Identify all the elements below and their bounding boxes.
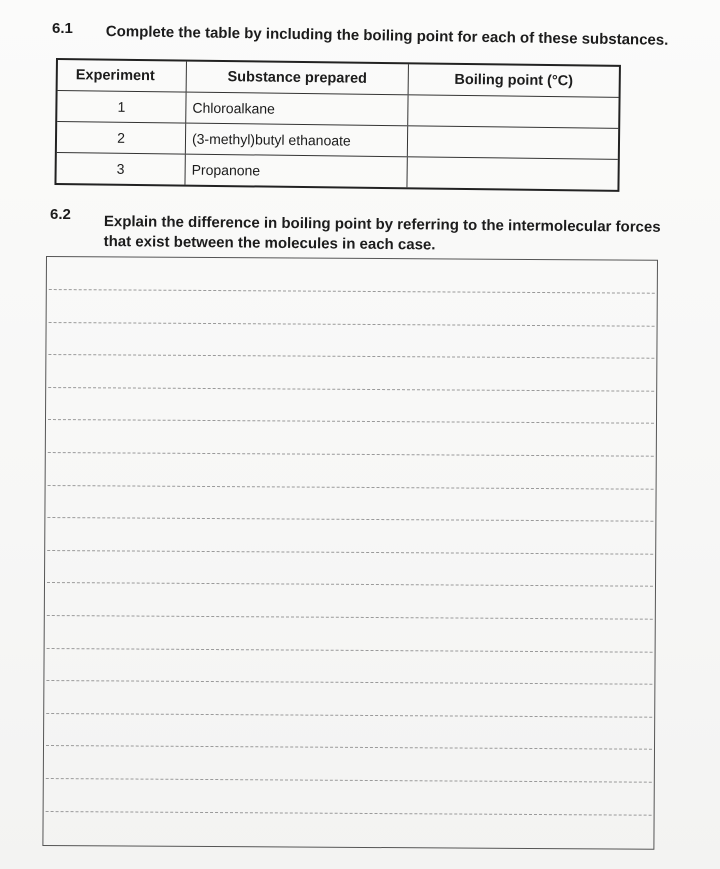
experiment-number: 1 — [117, 98, 126, 115]
answer-line — [46, 680, 652, 685]
boiling-point-table — [54, 58, 621, 192]
substance-name: (3-methyl)butyl ethanoate — [185, 124, 407, 157]
answer-line — [49, 322, 655, 327]
answer-line — [48, 452, 654, 457]
answer-line — [47, 517, 653, 522]
answer-line — [48, 387, 654, 392]
answer-line — [48, 485, 654, 490]
boiling-point-answer-cell[interactable] — [407, 95, 618, 128]
answer-line — [46, 778, 652, 783]
question-6-1-text: Complete the table by including the boiling point for each of these substances. — [105, 22, 669, 49]
answer-line — [47, 648, 653, 653]
experiment-number: 3 — [116, 160, 125, 177]
question-6-2-text: Explain the difference in boiling point by referring to the intermolecular forces that exist between the molecules in each case. — [103, 212, 661, 254]
boiling-point-answer-cell[interactable] — [407, 126, 618, 159]
answer-line — [48, 354, 654, 359]
answer-line — [46, 811, 652, 816]
experiment-number: 2 — [117, 129, 126, 146]
header-experiment: Experiment — [75, 67, 155, 85]
answer-line — [47, 582, 653, 587]
substance-name: Propanone — [184, 155, 406, 188]
answer-line — [46, 713, 652, 718]
answer-line — [49, 289, 655, 294]
answer-writing-box[interactable] — [42, 256, 658, 850]
answer-line — [47, 550, 653, 555]
boiling-point-answer-cell[interactable] — [406, 157, 617, 190]
substance-name: Chloroalkane — [185, 93, 407, 126]
question-6-2-number: 6.2 — [50, 206, 71, 223]
question-6-1-number: 6.1 — [52, 20, 73, 37]
header-boiling-point: Boiling point (°C) — [408, 64, 619, 97]
answer-line — [48, 419, 654, 424]
answer-line — [47, 615, 653, 620]
answer-line — [46, 745, 652, 750]
header-substance-prepared: Substance prepared — [186, 62, 408, 95]
